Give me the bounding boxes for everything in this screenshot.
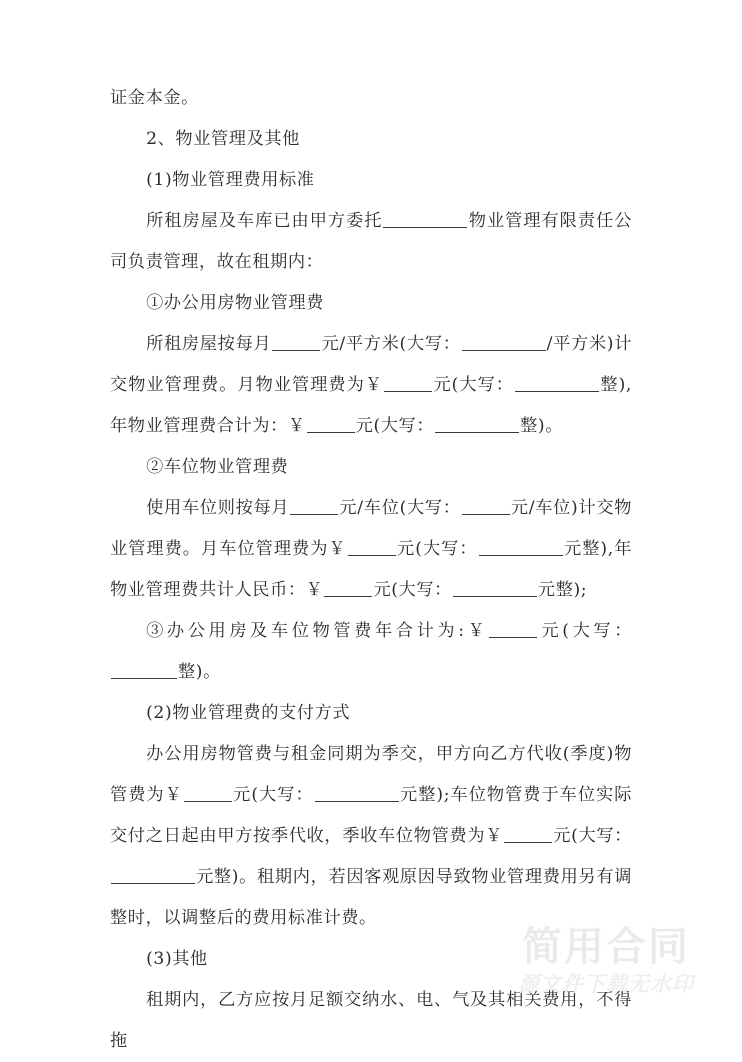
paragraph-utilities — [110, 980, 632, 1062]
paragraph-text: 物业管理有限责任公司负责管理，故在租期内： — [110, 211, 632, 272]
paragraph-text: 租期内，乙方应按月足额交纳水、电、气及其相关费用，不得拖 — [110, 990, 632, 1051]
blank-annual-office-fee[interactable] — [307, 416, 355, 433]
blank-monthly-office-fee[interactable] — [384, 375, 432, 392]
paragraph-text: 整),年物业管理费合计为：￥ — [110, 375, 632, 436]
paragraph-text: 元(大写： — [373, 580, 452, 600]
blank-annual-total-fee-words[interactable] — [111, 662, 177, 679]
blank-annual-office-fee-words[interactable] — [435, 416, 519, 433]
blank-monthly-office-fee-words[interactable] — [515, 375, 599, 392]
paragraph-text: 元(大写： — [553, 826, 632, 846]
paragraph-text: 元(大写： — [396, 539, 478, 559]
paragraph-text: /平方米)计交物业管理费。月物业管理费为￥ — [110, 334, 632, 395]
heading-item-3-other — [110, 939, 632, 980]
heading-parking-property-fee — [110, 447, 632, 488]
paragraph-deposit-tail — [110, 78, 632, 119]
blank-parking-rate-per-space[interactable] — [290, 498, 338, 515]
blank-quarterly-parking-fee[interactable] — [504, 826, 552, 843]
blank-office-rate-per-sqm-words[interactable] — [462, 334, 546, 351]
heading-text: (1)物业管理费用标准 — [146, 170, 315, 190]
paragraph-text: 所租房屋及车库已由甲方委托 — [146, 211, 383, 231]
paragraph-text: 所租房屋按每月 — [146, 334, 272, 354]
paragraph-parking-fee-detail — [110, 488, 632, 611]
paragraph-text: ③办公用房及车位物管费年合计为:￥ — [146, 621, 489, 641]
heading-text: 2、物业管理及其他 — [146, 129, 300, 149]
paragraph-text: 使用车位则按每月 — [146, 498, 290, 518]
blank-annual-parking-fee[interactable] — [324, 580, 372, 597]
blank-office-rate-per-sqm[interactable] — [272, 334, 320, 351]
heading-text: (3)其他 — [146, 949, 208, 969]
blank-quarterly-office-fee[interactable] — [184, 785, 232, 802]
blank-management-company-name[interactable] — [383, 211, 467, 228]
paragraph-text: 元(大写： — [433, 375, 514, 395]
blank-annual-total-fee[interactable] — [489, 621, 537, 638]
blank-monthly-parking-fee[interactable] — [348, 539, 396, 556]
heading-item-2-payment-method — [110, 693, 632, 734]
blank-parking-rate-per-space-words[interactable] — [462, 498, 510, 515]
heading-text: ②车位物业管理费 — [146, 457, 289, 477]
document-text-body — [110, 78, 632, 1062]
paragraph-payment-method-detail — [110, 734, 632, 939]
blank-quarterly-office-fee-words[interactable] — [315, 785, 399, 802]
paragraph-text: 元(大写： — [232, 785, 314, 805]
heading-section-2 — [110, 119, 632, 160]
paragraph-text: 整)。 — [178, 662, 221, 682]
paragraph-text: 整)。 — [520, 416, 564, 436]
paragraph-text: 元/车位(大写： — [339, 498, 461, 518]
heading-text: ①办公用房物业管理费 — [146, 293, 324, 313]
paragraph-text: 元整),年物业管理费共计人民币：￥ — [110, 539, 632, 600]
paragraph-text: 办公用房物管费与租金同期为季交，甲方向乙方代收(季度)物管费为￥ — [110, 744, 632, 805]
paragraph-text: 元/平方米(大写： — [321, 334, 461, 354]
paragraph-text: 元整);车位物管费于车位实际交付之日起由甲方按季代收，季收车位物管费为￥ — [110, 785, 632, 846]
paragraph-text: 元整)。租期内，若因客观原因导致物业管理费用另有调整时，以调整后的费用标准计费。 — [110, 867, 632, 928]
paragraph-text: 元/车位)计交物业管理费。月车位管理费为￥ — [110, 498, 632, 559]
paragraph-entrusted-management — [110, 201, 632, 283]
blank-quarterly-parking-fee-words[interactable] — [111, 867, 195, 884]
heading-office-property-fee — [110, 283, 632, 324]
paragraph-text: 元整); — [537, 580, 588, 600]
paragraph-text: 元(大写： — [355, 416, 435, 436]
paragraph-text: 证金本金。 — [110, 88, 199, 108]
blank-monthly-parking-fee-words[interactable] — [479, 539, 563, 556]
watermark-subtitle: 源文件下载无水印 — [518, 972, 694, 996]
heading-text: (2)物业管理费的支付方式 — [146, 703, 351, 723]
heading-item-1-fee-standard — [110, 160, 632, 201]
blank-annual-parking-fee-words[interactable] — [453, 580, 537, 597]
paragraph-text: 元(大写： — [538, 621, 632, 641]
paragraph-office-fee-detail — [110, 324, 632, 447]
paragraph-annual-total-fee — [110, 611, 632, 693]
watermark-title: 简用合同 — [522, 924, 690, 970]
